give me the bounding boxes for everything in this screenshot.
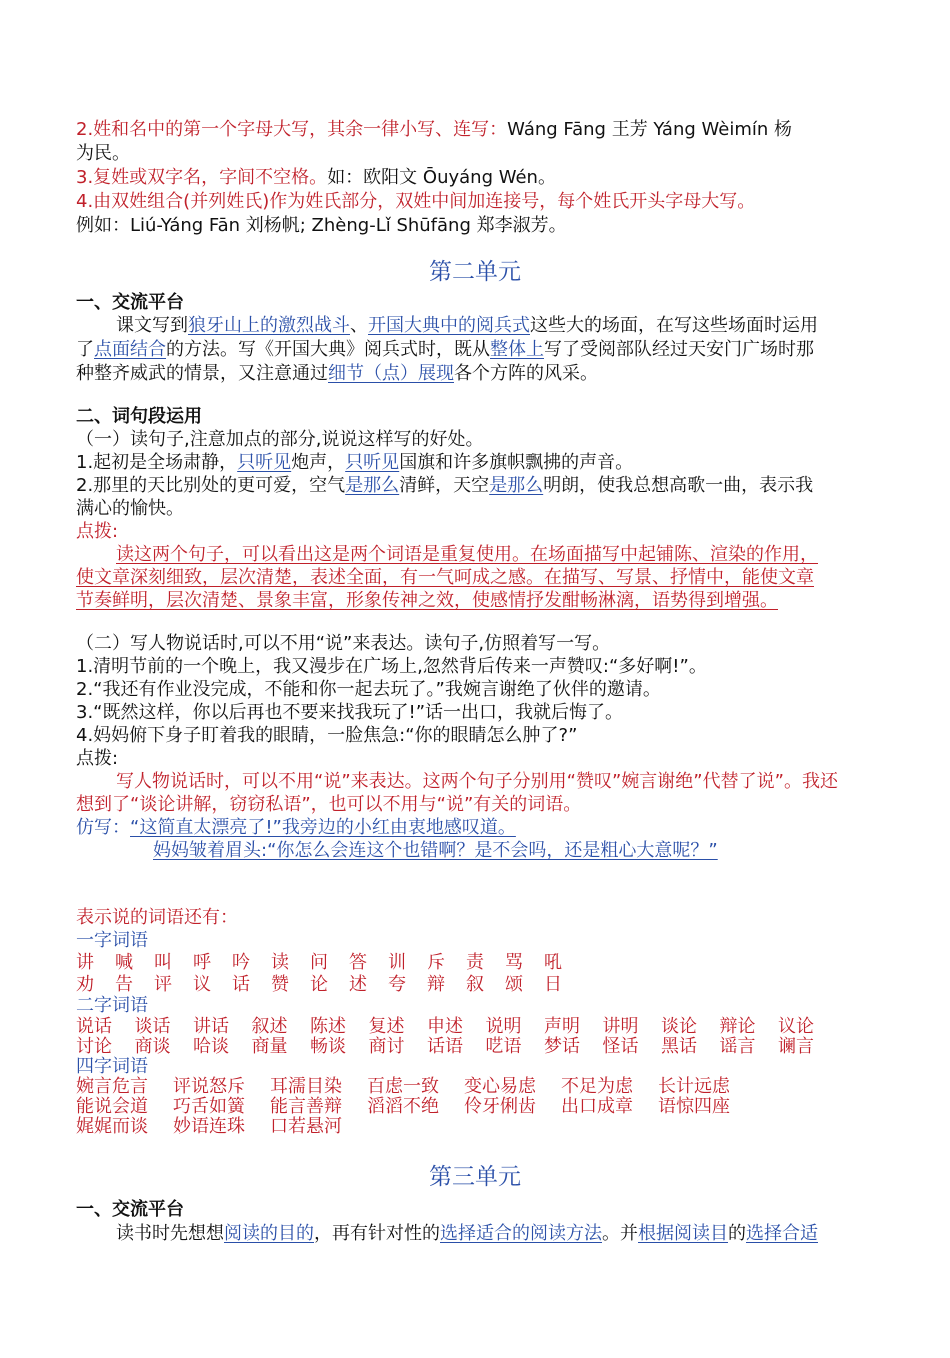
text-span: 的方法。写《开国大典》阅兵式时，既从 (166, 339, 490, 360)
word: 辩论 (719, 1016, 756, 1037)
one-char-row-1 (76, 951, 876, 974)
text-span: 读书时先想想 (116, 1223, 224, 1244)
imitate-sentence-2: 妈妈皱着眉头:“你怎么会连这个也错啊？是不会吗，还是粗心大意呢？” (153, 840, 718, 861)
word: 商讨 (368, 1036, 405, 1057)
word: 哈谈 (193, 1036, 229, 1057)
question-2-sentence-2: 2.“我还有作业没完成，不能和你一起去玩了。”我婉言谢绝了伙伴的邀请。 (76, 679, 661, 700)
word: 伶牙俐齿 (464, 1096, 536, 1117)
rule-3-line (76, 166, 876, 189)
text-span: 清鲜，天空 (399, 475, 490, 496)
word: 长计远虑 (658, 1076, 730, 1097)
rule-2-continuation: 为民。 (76, 143, 130, 164)
word: 声明 (544, 1016, 580, 1037)
word: 问 (310, 952, 328, 973)
text-span: 。并 (602, 1223, 638, 1244)
word: 说话 (76, 1016, 112, 1037)
word: 颂 (505, 974, 523, 995)
text-span: 了 (76, 339, 94, 360)
text-span: 、 (350, 315, 368, 336)
unit-3-para-line-1 (76, 1222, 876, 1245)
word: 辩 (427, 974, 445, 995)
word: 叙 (466, 974, 484, 995)
word: 吟 (232, 952, 250, 973)
word: 骂 (505, 952, 523, 973)
text-span: 各个方阵的风采。 (454, 363, 598, 384)
word: 斥 (427, 952, 445, 973)
word: 谈论 (661, 1016, 697, 1037)
question-1-sentence-2 (76, 474, 876, 497)
text-span: 写了受阅部队经过天安门广场时那 (544, 339, 814, 360)
imitate-line-2 (153, 839, 950, 862)
word: 讲 (76, 952, 94, 973)
underlined-phrase: 开国大典中的阅兵式 (368, 315, 530, 336)
imitate-line-1 (76, 816, 876, 839)
question-2-title: （二）写人物说话时,可以不用“说”来表达。读句子,仿照着写一写。 (76, 633, 611, 654)
text-span: ，再有针对性的 (314, 1223, 440, 1244)
underlined-phrase: 只听见 (237, 452, 292, 473)
word: 能说会道 (76, 1096, 148, 1117)
unit-2-para-line-2 (76, 338, 876, 361)
text-span: 1.起初是全场肃静， (76, 452, 238, 473)
word: 妙语连珠 (173, 1116, 245, 1137)
underlined-phrase: 点面结合 (94, 339, 166, 360)
word: 读 (271, 952, 289, 973)
word: 谰言 (778, 1036, 814, 1057)
underlined-phrase: 是那么 (345, 475, 400, 496)
rule-3-text: 3.复姓或双字名，字间不空格。 (76, 167, 328, 188)
one-char-row-2 (76, 973, 876, 996)
word: 评 (154, 974, 172, 995)
word: 谈话 (134, 1016, 171, 1037)
underlined-phrase: 细节（点）展现 (328, 363, 454, 384)
word: 说明 (485, 1016, 522, 1037)
word: 喊 (115, 952, 133, 973)
word: 训 (388, 952, 406, 973)
underlined-phrase: 选择适合的阅读方法 (440, 1223, 602, 1244)
word: 陈述 (310, 1016, 346, 1037)
underlined-phrase: 阅读的目的 (224, 1223, 314, 1244)
word: 责 (466, 952, 484, 973)
word: 怪话 (602, 1036, 639, 1057)
word: 申述 (427, 1016, 463, 1037)
word: 黑话 (661, 1036, 697, 1057)
word: 畅谈 (310, 1036, 346, 1057)
word: 讲话 (193, 1016, 229, 1037)
word: 讨论 (76, 1036, 112, 1057)
unit-3-title: 第三单元 (429, 1164, 521, 1190)
word: 议论 (778, 1016, 814, 1037)
hint-1-line-2: 使文章深刻细致，层次清楚，表述全面，有一气呵成之感。在描写、写景、抒情中，能使文章 (76, 567, 814, 588)
text-span: 这些大的场面，在写这些场面时运用 (530, 315, 818, 336)
word: 复述 (368, 1016, 405, 1037)
word: 告 (115, 974, 133, 995)
word: 议 (193, 974, 211, 995)
imitate-label: 仿写： (76, 817, 130, 838)
word: 吼 (544, 952, 562, 973)
text-span: 明朗，使我总想高歌一曲，表示我 (543, 475, 814, 496)
hint-1-label: 点拨: (76, 521, 119, 542)
word: 讲明 (602, 1016, 639, 1037)
word: 变心易虑 (464, 1076, 536, 1097)
word: 赞 (271, 974, 289, 995)
word: 评说怒斥 (173, 1076, 245, 1097)
unit-3-section-1-title: 一、交流平台 (76, 1199, 184, 1220)
underlined-phrase: 整体上 (490, 339, 544, 360)
underlined-phrase: 狼牙山上的激烈战斗 (188, 315, 350, 336)
imitate-sentence-1: “这简直太漂亮了!”我旁边的小红由衷地感叹道。 (130, 817, 516, 838)
text-span: 国旗和许多旗帜飘拂的声音。 (399, 452, 634, 473)
word: 口若悬河 (270, 1116, 342, 1137)
unit-2-title: 第二单元 (429, 259, 521, 285)
word: 能言善辩 (270, 1096, 342, 1117)
underlined-phrase: 是那么 (489, 475, 544, 496)
question-1-sentence-2-cont: 满心的愉快。 (76, 498, 184, 519)
word: 娓娓而谈 (76, 1116, 148, 1137)
hint-1-line-3: 节奏鲜明，层次清楚、景象丰富，形象传神之效，使感情抒发酣畅淋漓，语势得到增强。 (76, 590, 778, 611)
one-char-label: 一字词语 (76, 930, 148, 951)
text-span: 课文写到 (116, 315, 188, 336)
unit-2-para-line-3 (76, 362, 876, 385)
word: 呓语 (485, 1036, 522, 1057)
word: 日 (544, 974, 562, 995)
word: 耳濡目染 (270, 1076, 342, 1097)
word: 出口成章 (561, 1096, 633, 1117)
word: 不足为虑 (561, 1076, 633, 1097)
word: 商量 (251, 1036, 288, 1057)
text-span: 2.那里的天比别处的更可爱，空气 (76, 475, 346, 496)
word: 论 (310, 974, 328, 995)
rule-2-line (76, 118, 876, 141)
word: 话 (232, 974, 250, 995)
unit-2-section-1-title: 一、交流平台 (76, 292, 184, 313)
question-2-sentence-4: 4.妈妈俯下身子盯着我的眼睛，一脸焦急:“你的眼睛怎么肿了?” (76, 725, 578, 746)
text-span: 炮声， (291, 452, 346, 473)
text-span: 的 (728, 1223, 746, 1244)
word: 呼 (193, 952, 211, 973)
rule-3-example: 如：欧阳文 Ōuyáng Wén。 (327, 167, 556, 188)
word: 语惊四座 (658, 1096, 730, 1117)
hint-2-label: 点拨: (76, 748, 119, 769)
question-2-sentence-3: 3.“既然这样，你以后再也不要来找我玩了!”话一出口，我就后悔了。 (76, 702, 624, 723)
rule-2-text: 2.姓和名中的第一个字母大写，其余一律小写、连写： (76, 119, 508, 140)
word: 谣言 (719, 1036, 756, 1057)
text-span: 种整齐威武的情景，又注意通过 (76, 363, 328, 384)
four-char-label: 四字词语 (76, 1056, 148, 1077)
word: 叙述 (251, 1016, 288, 1037)
underlined-phrase: 只听见 (345, 452, 400, 473)
word: 百虑一致 (367, 1076, 439, 1097)
two-char-label: 二字词语 (76, 995, 148, 1016)
word: 夸 (388, 974, 406, 995)
underlined-phrase: 根据阅读目 (638, 1223, 728, 1244)
word: 述 (349, 974, 367, 995)
word: 婉言危言 (76, 1076, 148, 1097)
question-2-sentence-1: 1.清明节前的一个晚上，我又漫步在广场上,忽然背后传来一声赞叹:“多好啊!”。 (76, 656, 707, 677)
rule-4-text: 4.由双姓组合(并列姓氏)作为姓氏部分，双姓中间加连接号，每个姓氏开头字母大写。 (76, 191, 756, 212)
rule-2-example: Wáng Fāng 王芳 Yáng Wèimín 杨 (507, 119, 792, 140)
unit-2-para-line-1 (76, 314, 876, 337)
question-1-title: （一）读句子,注意加点的部分,说说这样写的好处。 (76, 429, 484, 450)
word: 叫 (154, 952, 172, 973)
word: 梦话 (544, 1036, 580, 1057)
rule-4-example: 例如：Liú-Yáng Fān 刘杨帆; Zhèng-Lǐ Shūfāng 郑李淑芳。 (76, 215, 567, 236)
words-intro: 表示说的词语还有： (76, 907, 238, 928)
question-1-sentence-1 (76, 451, 876, 474)
word: 话语 (427, 1036, 463, 1057)
word: 答 (349, 952, 367, 973)
hint-2-line-2: 想到了“谈论讲解，窃窃私语”，也可以不用与“说”有关的词语。 (76, 794, 582, 815)
underlined-phrase: 选择合适 (746, 1223, 818, 1244)
word: 商谈 (134, 1036, 171, 1057)
hint-2-line-1: 写人物说话时，可以不用“说”来表达。这两个句子分别用“赞叹”婉言谢绝”代替了说”。我还 (116, 771, 838, 792)
word: 巧舌如簧 (173, 1096, 245, 1117)
word: 滔滔不绝 (367, 1096, 439, 1117)
word: 劝 (76, 974, 94, 995)
four-char-row-3 (76, 1115, 876, 1138)
unit-2-section-2-title: 二、词句段运用 (76, 406, 202, 427)
hint-1-line-1: 读这两个句子，可以看出这是两个词语是重复使用。在场面描写中起铺陈、渲染的作用， (116, 544, 818, 565)
